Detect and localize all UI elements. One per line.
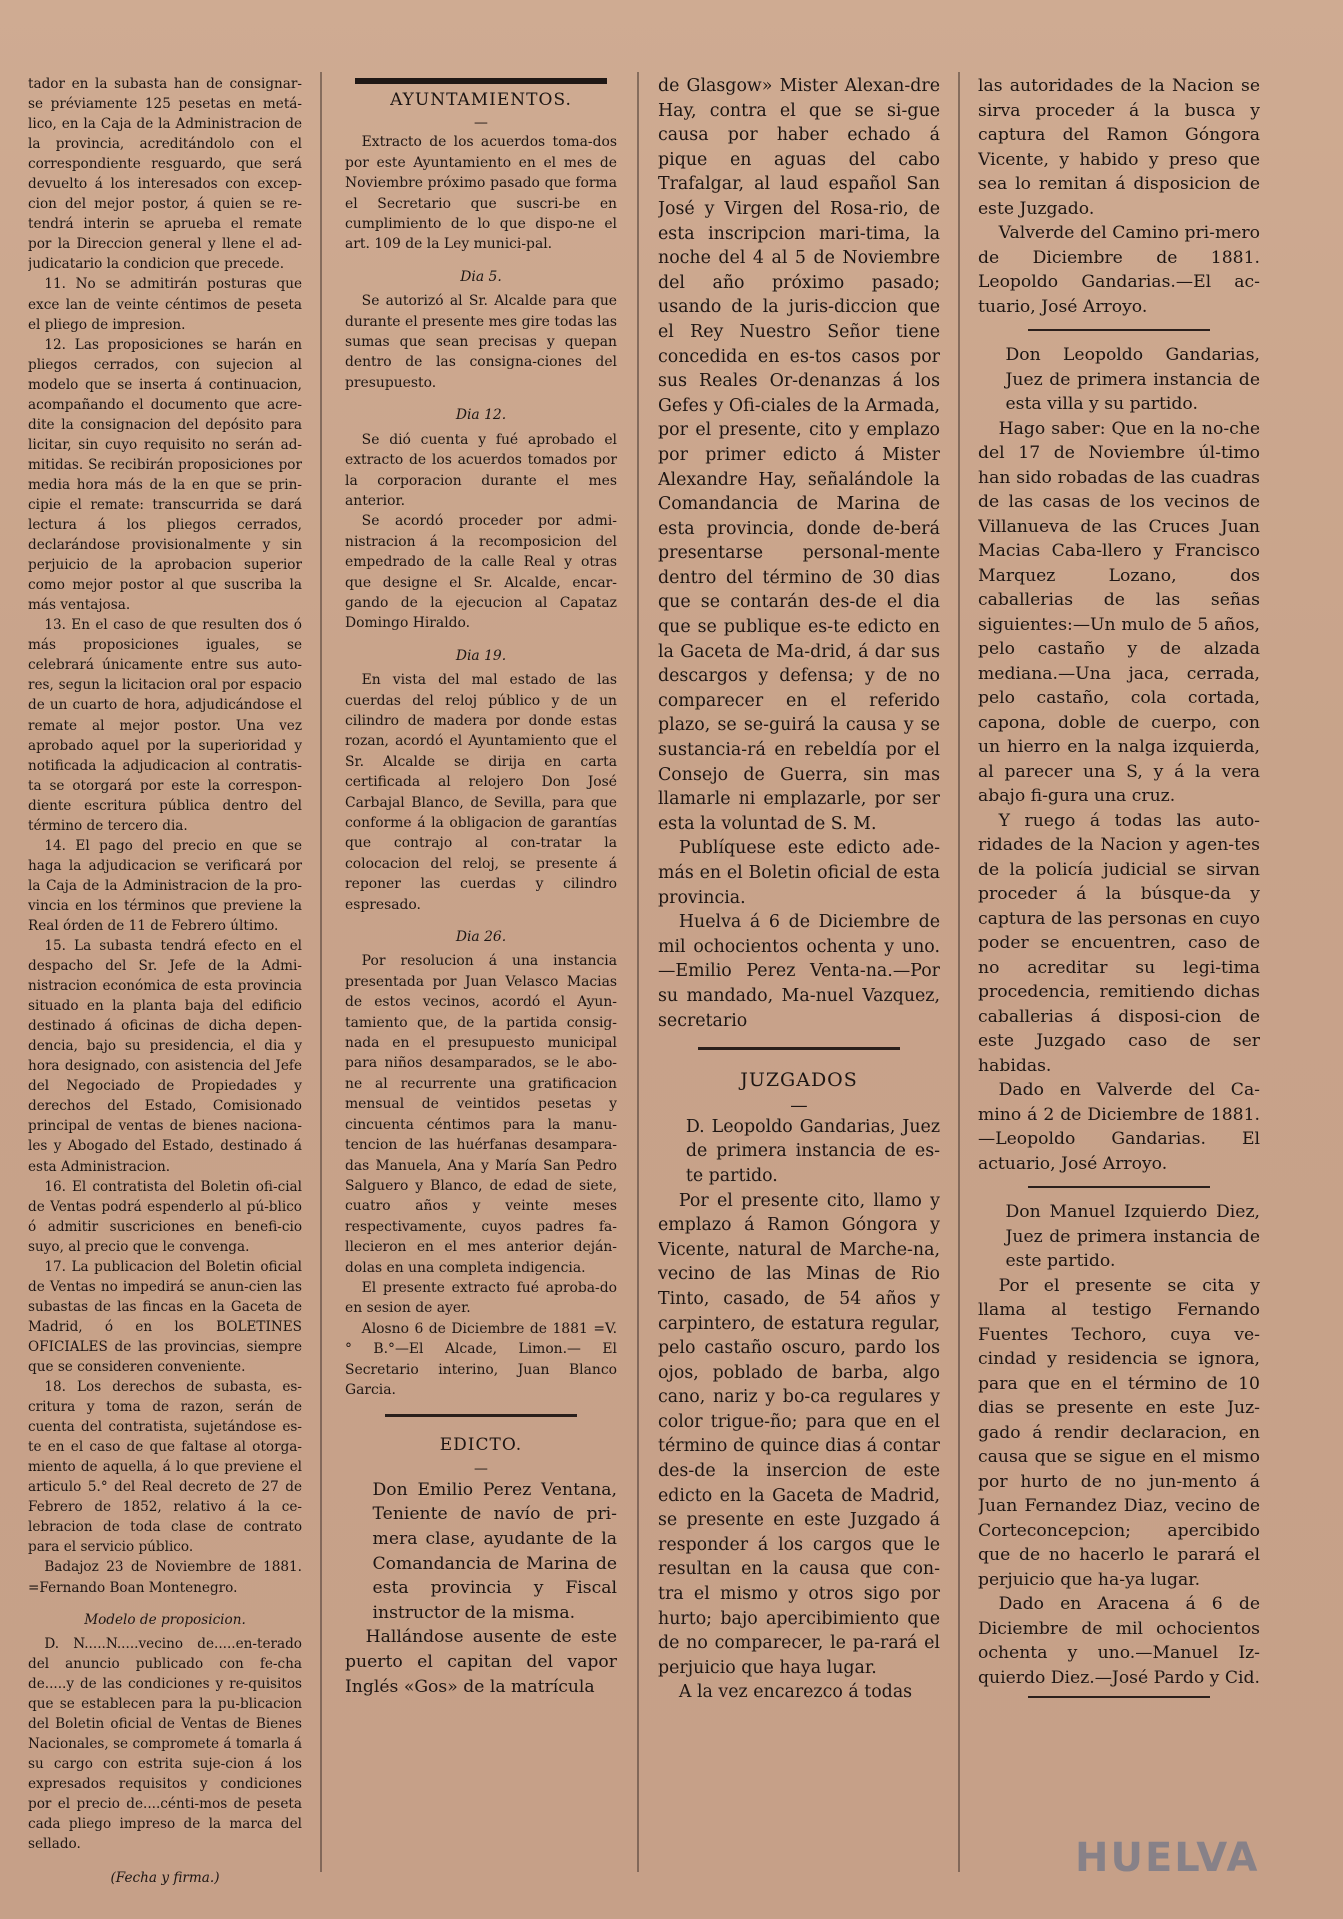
edicto-continued: de Glasgow» Mister Alexan-dre Hay, contra el que se si-gue causa por haber echado á pique en aguas del cabo Trafalgar, al laud español San José y Virgen del Rosa-rio, de esta inscripcion mari-tima, la noche del 4 al 5 de Noviembre del año próximo pasado; usando de la juris-diccion que el Rey Nuestro Señor tiene concedida en es-tos casos por sus Reales Or-denanzas á los Gefes y Ofi-ciales de la Armada, por el presente, cito y emplazo por primer edicto á Mister Alexandre Hay, señalándole la Comandancia de Marina de esta provincia, donde de-berá presentarse personal-mente dentro del término de 30 dias que se contarán des-de el dia que se publique es-te edicto en la Gaceta de Ma-drid, á dar sus descargos y defensa; y de no comparecer en el referido plazo, se se-guirá la causa y se sustancia-rá en rebeldía por el Consejo de Guerra, sin mas llamarle ni emplazarle, por ser esta la voluntad de S. M. (658, 76, 940, 834)
col4-text-4: Y ruego á todas las auto-ridades de la Nacion y agen-tes de la policía judicial se sirvan proceder á la búsque-da y captura de las personas en cuyo poder se encuentren, caso de no acreditar su legi-tima procedencia, remitiendo dichas caballerias á disposi-cion de este Juzgado caso de ser habidas. (978, 810, 1260, 1076)
juzgados-dash: — (790, 1095, 808, 1116)
column-3 (658, 74, 940, 1889)
ayuntamientos-intro: Extracto de los acuerdos toma-dos por este Ayuntamiento en el mes de Noviembre próximo pasado que forma el Secretario que suscri-be en cumplimiento de lo que dispo-ne el art. 109 de la Ley munici-pal. (345, 134, 617, 253)
day-26-heading: Dia 26. (455, 929, 507, 946)
col4-head-3: Don Manuel Izquierdo Diez, Juez de primera instancia de este partido. (1005, 1202, 1260, 1271)
col4-head-2: Don Leopoldo Gandarias, Juez de primera instancia de esta villa y su partido. (1005, 345, 1260, 414)
col4-signature-3: Dado en Aracena á 6 de Diciembre de mil ochocientos ochenta y uno.—Manuel Iz-quierdo Diez.—José Pardo y Cid. (978, 1594, 1260, 1688)
edicto-text: Hallándose ausente de este puerto el capitan del vapor Inglés «Gos» de la matrícula (345, 1627, 617, 1697)
col4-text-3: Hago saber: Que en la no-che del 17 de Noviembre úl-timo han sido robadas de las cuadras de las casas de los vecinos de Villanueva de las Cruces Juan Macias Caba-llero y Francisco Marquez Lozano, dos caballerias de las señas siguientes:—Un mulo de 5 años, pelo castaño y de alzada mediana.—Una jaca, cerrada, pelo castaño, cola cortada, capona, doble de cuerpo, con un hierro en la nalga izquierda, al parecer una S, y á la vera abajo fi-gura una cruz. (978, 418, 1260, 806)
juzgados-title: JUZGADOS (740, 1069, 858, 1092)
huelva-signature: Huelva á 6 de Diciembre de mil ochocientos ochenta y uno.—Emilio Perez Venta-na.—Por su mandado, Ma-nuel Vazquez, secretario (658, 912, 940, 1031)
col1-paragraph: 14. El pago del precio en que se haga la adjudicacion se verificará por la Caja de la Administracion de la pro-vincia en los términos que previene la Real órden de 11 de Febrero último. (28, 837, 302, 934)
ayuntamientos-title: AYUNTAMIENTOS. (390, 90, 572, 110)
col1-paragraph: tador en la subasta han de consignar-se préviamente 125 pesetas en metá-lico, en la Caja de la Administracion de la provincia, acreditándolo con el correspondiente resguardo, que será devuelto á los interesados con excep-cion del mejor postor, á quien se re-tendrá interin se aprueba el remate por la Direccion general y llene el ad-judicatario la condicion que precede. (28, 76, 302, 273)
day-19-text: En vista del mal estado de las cuerdas del reloj público y de un cilindro de madera por donde estas rozan, acordó el Ayuntamiento que el Sr. Alcalde se dirija en carta certificada al relojero Don José Carbajal Blanco, de Sevilla, para que conforme á la obligacion de garantías que contrajo al con-tratar la colocacion del reloj, se presente á reponer las cuerdas y cilindro espresado. (345, 672, 617, 913)
edicto-dash: — (474, 1460, 488, 1477)
section-separator (385, 1414, 577, 1417)
column-1 (28, 74, 302, 1889)
col1-signature: Badajoz 23 de Noviembre de 1881. =Fernando Boan Montenegro. (28, 1559, 302, 1596)
col4-signature-2: Dado en Valverde del Ca-mino á 2 de Diciembre de 1881.—Leopoldo Gandarias. El actuario, José Arroyo. (978, 1080, 1260, 1174)
title-dash: — (474, 115, 488, 132)
section-separator (1028, 329, 1210, 331)
column-rule-1 (320, 72, 322, 1872)
column-rule-3 (958, 72, 960, 1872)
closing-text: El presente extracto fué aproba-do en sesion de ayer. (345, 1279, 617, 1317)
col1-paragraph: 15. La subasta tendrá efecto en el despacho del Sr. Jefe de la Admi-nistracion económica de esta provincia situado en la planta baja del edificio destinado á oficinas de dicha depen-dencia, bajo su presidencia, el dia y hora designado, con asistencia del Jefe del Negociado de Propiedades y derechos del Estado, Comisionado principal de ventas de bienes naciona-les y Abogado del Estado, destinado á esta Administracion. (28, 938, 302, 1175)
col4-text-6: Por el presente se cita y llama al testigo Fernando Fuentes Techoro, cuya ve-cindad y residencia se ignora, para que en el término de 10 dias se presente en este Juz-gado á rendir declaracion, en causa que se sigue en el mismo por hurto de no jun-mento á Juan Fernandez Diaz, vecino de Corteconcepcion; apercibido que de no hacerlo le parará el perjuicio que ha-ya lugar. (978, 1275, 1260, 1590)
col4-signature-1: Valverde del Camino pri-mero de Diciembre de 1881. Leopoldo Gandarias.—El ac-tuario, José Arroyo. (978, 223, 1260, 317)
alosno-signature: Alosno 6 de Diciembre de 1881 =V.° B.°—El Alcade, Limon.— El Secretario interino, Juan Blanco Garcia. (345, 1320, 617, 1398)
day-19-heading: Dia 19. (455, 647, 507, 664)
model-sign: (Fecha y firma.) (110, 1869, 220, 1886)
publiquese-text: Publíquese este edicto ade-más en el Boletin oficial de esta provincia. (658, 838, 940, 908)
model-text: D. N.....N.....vecino de.....en-terado del anuncio publicado con fe-cha de.....y de las condiciones y re-quisitos que se establecen para la pu-blicacion del Boletin oficial de Ventas de Bienes Nacionales, se compromete á tomarla á su cargo con estrita suje-cion á los expresados requisitos y condiciones por el precio de....cénti-mos de peseta cada pliego impreso de la marca del sellado. (28, 1635, 302, 1853)
edicto-head: Don Emilio Perez Ventana, Teniente de navío de pri-mera clase, ayudante de la Comandancia de Marina de esta provincia y Fiscal instructor de la misma. (372, 1479, 617, 1623)
col1-paragraph: 13. En el caso de que resulten dos ó más proposiciones iguales, se celebrará únicamente entre sus auto-res, segun la licitacion oral por espacio de un cuarto de hora, adjudicándose el remate al mejor postor. Una vez aprobado aquel por la superioridad y notificada la adjudicacion al contratis-ta se otorgará por este la correspon-diente escritura pública dentro del término de tercero dia. (28, 617, 302, 834)
column-2 (345, 74, 617, 1889)
day-12-text-2: Se acordó proceder por admi-nistracion á la recomposicion del empedrado de la calle Real y otras que designe el Sr. Alcalde, encar-gando de la ejecucion al Capataz Domingo Hiraldo. (345, 513, 617, 632)
model-title: Modelo de proposicion. (84, 1611, 246, 1628)
col4-text-1: las autoridades de la Nacion se sirva proceder á la busca y captura del Ramon Góngora Vicente, y habido y preso que sea lo remitan á disposicion de este Juzgado. (978, 76, 1260, 219)
section-separator (1028, 1696, 1210, 1698)
day-26-text: Por resolucion á una instancia presentada por Juan Velasco Macias de estos vecinos, acordó el Ayun-tamiento que, de la partida consig-nada en el presupuesto municipal para niños desamparados, se le abo-ne al recurrente una gratificacion mensual de veintidos pesetas y cincuenta céntimos para la manu-tencion de las huérfanas desampara-das Manuela, Ana y María San Pedro Salguero y Blanco, de edad de siete, cuatro años y veinte meses respectivamente, cuyos padres fa-llecieron en el mes anterior deján-dolas en una completa indigencia. (345, 953, 617, 1276)
juzgados-text: Por el presente cito, llamo y emplazo á Ramon Góngora y Vicente, natural de Marche-na, vecino de las Minas de Rio Tinto, casado, de 54 años y carpintero, de estatura regular, pelo castaño oscuro, pardo los ojos, poblado de barba, algo cano, nariz y bo-ca regulares y color trigue-ño; para que en el término de quince dias á contar des-de la insercion de este edicto en la Gaceta de Madrid, se presente en este Juzgado á responder á los cargos que le resultan en la causa que con-tra el mismo y otros sigo por hurto; bajo apercibimiento que de no comparecer, le pa-rará el perjuicio que haya lugar. (658, 1190, 940, 1678)
col1-paragraph: 18. Los derechos de subasta, es-critura y toma de razon, serán de cuenta del contratista, sujetándose es-te en el caso de que faltase al otorga-miento de aquella, á lo que previene el articulo 5.° del Real decreto de 27 de Febrero de 1852, relativo á la ce-lebracion de toda clase de contrato para el servicio público. (28, 1379, 302, 1556)
col1-paragraph: 12. Las proposiciones se harán en pliegos cerrados, con sujecion al modelo que se inserta á continuacion, acompañando el documento que acre-dite la consignacion del depósito para licitar, sin cuyo requisito no serán ad-mitidas. Se recibirán proposiciones por media hora más de la en que se prin-cipie el remate: transcurrida se dará lectura á los pliegos cerrados, declarándose provisionalmente y sin perjuicio de la aprobacion superior como mejor postor al que suscriba la más ventajosa. (28, 336, 302, 614)
column-rule-2 (637, 72, 639, 1872)
section-separator (1028, 1186, 1210, 1188)
column-4 (978, 74, 1260, 1889)
juzgados-text-end: A la vez encarezco á todas (678, 1682, 913, 1703)
day-5-heading: Dia 5. (460, 268, 502, 285)
day-12-text-1: Se dió cuenta y fué aprobado el extracto de los acuerdos tomados por la corporacion durante el mes anterior. (345, 431, 617, 509)
edicto-title: EDICTO. (439, 1435, 523, 1456)
day-5-text: Se autorizó al Sr. Alcalde para que durante el presente mes gire todas las sumas que sean precisas y quepan dentro de las consigna-ciones del presupuesto. (345, 293, 617, 391)
huelva-watermark: HUELVA (1075, 1835, 1260, 1881)
juzgados-head: D. Leopoldo Gandarias, Juez de primera instancia de es-te partido. (685, 1116, 940, 1186)
day-12-heading: Dia 12. (455, 407, 507, 424)
section-separator (698, 1047, 900, 1050)
col1-paragraph: 17. La publicacion del Boletin oficial de Ventas no impedirá se anun-cien las subastas de las fincas en la Gaceta de Madrid, ó en los BOLETINES OFICIALES de las provincias, siempre que se consideren conveniente. (28, 1258, 302, 1375)
col1-paragraph: 11. No se admitirán posturas que exce lan de veinte céntimos de peseta el pliego de impresion. (28, 276, 302, 333)
section-top-bar (355, 78, 607, 84)
col1-paragraph: 16. El contratista del Boletin ofi-cial de Ventas podrá espenderlo al pú-blico ó admitir suscriciones en benefi-cio suyo, al precio que le convenga. (28, 1178, 302, 1255)
